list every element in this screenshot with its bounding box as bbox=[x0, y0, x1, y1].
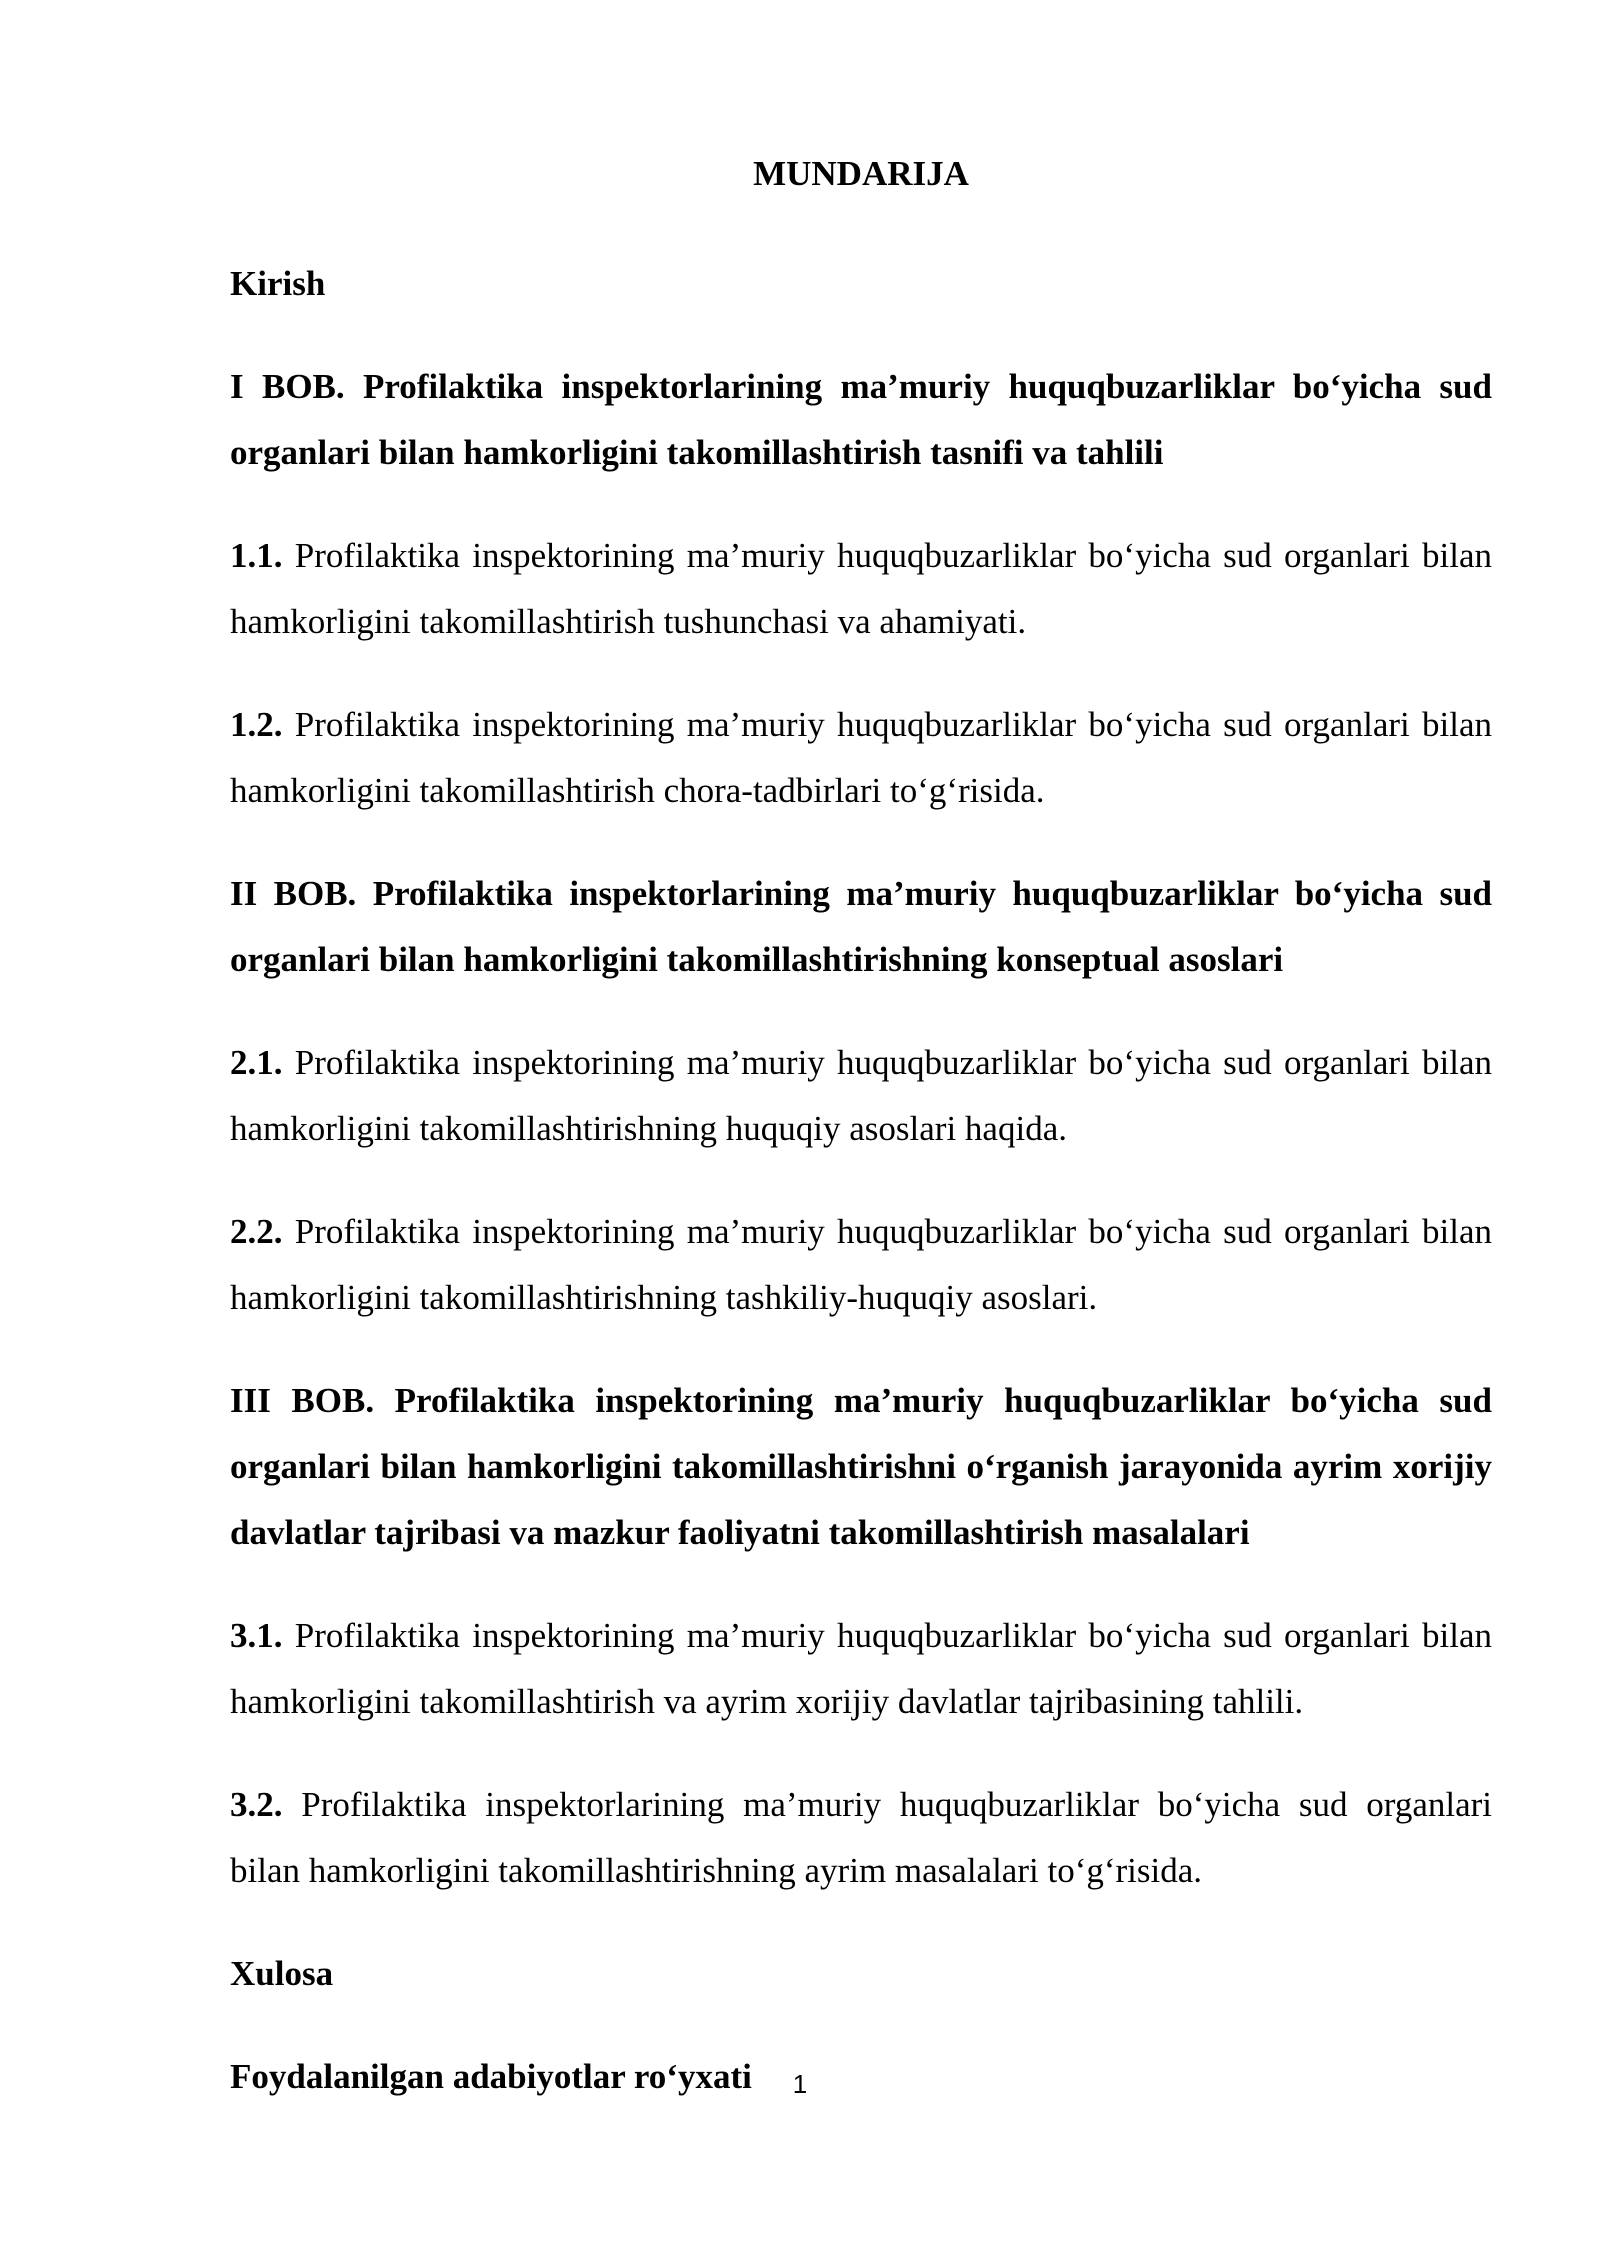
toc-entry-section-2-1 bbox=[230, 1030, 1492, 1162]
table-of-contents bbox=[230, 150, 1492, 2147]
toc-title: MUNDARIJA bbox=[753, 154, 969, 193]
toc-entry-text: II BOB. Profilaktika inspektorlarining ma’muriy huquqbuzarliklar bo‘yicha sud organlari bilan hamkorligini takomillashtirishning konseptual asoslari bbox=[230, 874, 1492, 979]
toc-entry-number: 2.2. bbox=[230, 1212, 283, 1251]
toc-entry-section-1-2 bbox=[230, 692, 1492, 824]
toc-entry-number: 3.1. bbox=[230, 1616, 283, 1655]
toc-entry-text: Profilaktika inspektorining ma’muriy huquqbuzarliklar bo‘yicha sud organlari bilan hamkorligini takomillashtirishning tashkiliy-huquqiy asoslari. bbox=[230, 1212, 1492, 1317]
toc-entry-section-2-2 bbox=[230, 1199, 1492, 1331]
toc-entry-text: Profilaktika inspektorining ma’muriy huquqbuzarliklar bo‘yicha sud organlari bilan hamkorligini takomillashtirish tushunchasi va ahamiyati. bbox=[230, 536, 1492, 641]
toc-entry-number: 3.2. bbox=[230, 1785, 283, 1824]
toc-entry-introduction bbox=[230, 251, 1492, 317]
toc-entry-section-1-1 bbox=[230, 523, 1492, 655]
toc-entry-conclusion bbox=[230, 1941, 1492, 2007]
toc-entry-text: Profilaktika inspektorining ma’muriy huquqbuzarliklar bo‘yicha sud organlari bilan hamkorligini takomillashtirish chora-tadbirlari to‘g‘risida. bbox=[230, 705, 1492, 810]
toc-entry-number: 1.2. bbox=[230, 705, 283, 744]
toc-entry-text: Foydalanilgan adabiyotlar ro‘yxati bbox=[230, 2057, 752, 2096]
toc-entry-section-3-2 bbox=[230, 1772, 1492, 1904]
toc-entry-section-3-1 bbox=[230, 1603, 1492, 1735]
toc-entry-text: I BOB. Profilaktika inspektorlarining ma’muriy huquqbuzarliklar bo‘yicha sud organlari bilan hamkorligini takomillashtirish tasnifi va tahlili bbox=[230, 367, 1492, 472]
toc-entry-number: 1.1. bbox=[230, 536, 283, 575]
page-number: 1 bbox=[792, 2069, 808, 2099]
toc-entry-text: Profilaktika inspektorlarining ma’muriy huquqbuzarliklar bo‘yicha sud organlari bilan hamkorligini takomillashtirishning ayrim masalalari to‘g‘risida. bbox=[230, 1785, 1492, 1890]
toc-entry-text: III BOB. Profilaktika inspektorining ma’muriy huquqbuzarliklar bo‘yicha sud organlari bilan hamkorligini takomillashtirishni o‘rganish jarayonida ayrim xorijiy davlatlar tajribasi va mazkur faoliyatni takomillashtirish masalalari bbox=[230, 1381, 1492, 1552]
toc-entry-number: 2.1. bbox=[230, 1043, 283, 1082]
toc-entry-text: Xulosa bbox=[230, 1954, 334, 1993]
toc-entry-text: Profilaktika inspektorining ma’muriy huquqbuzarliklar bo‘yicha sud organlari bilan hamkorligini takomillashtirish va ayrim xorijiy davlatlar tajribasining tahlili. bbox=[230, 1616, 1492, 1721]
toc-entry-text: Profilaktika inspektorining ma’muriy huquqbuzarliklar bo‘yicha sud organlari bilan hamkorligini takomillashtirishning huquqiy asoslari haqida. bbox=[230, 1043, 1492, 1148]
toc-entry-text: Kirish bbox=[230, 264, 326, 303]
toc-entry-chapter-3 bbox=[230, 1368, 1492, 1566]
toc-entry-chapter-2 bbox=[230, 861, 1492, 993]
toc-entry-chapter-1 bbox=[230, 354, 1492, 486]
